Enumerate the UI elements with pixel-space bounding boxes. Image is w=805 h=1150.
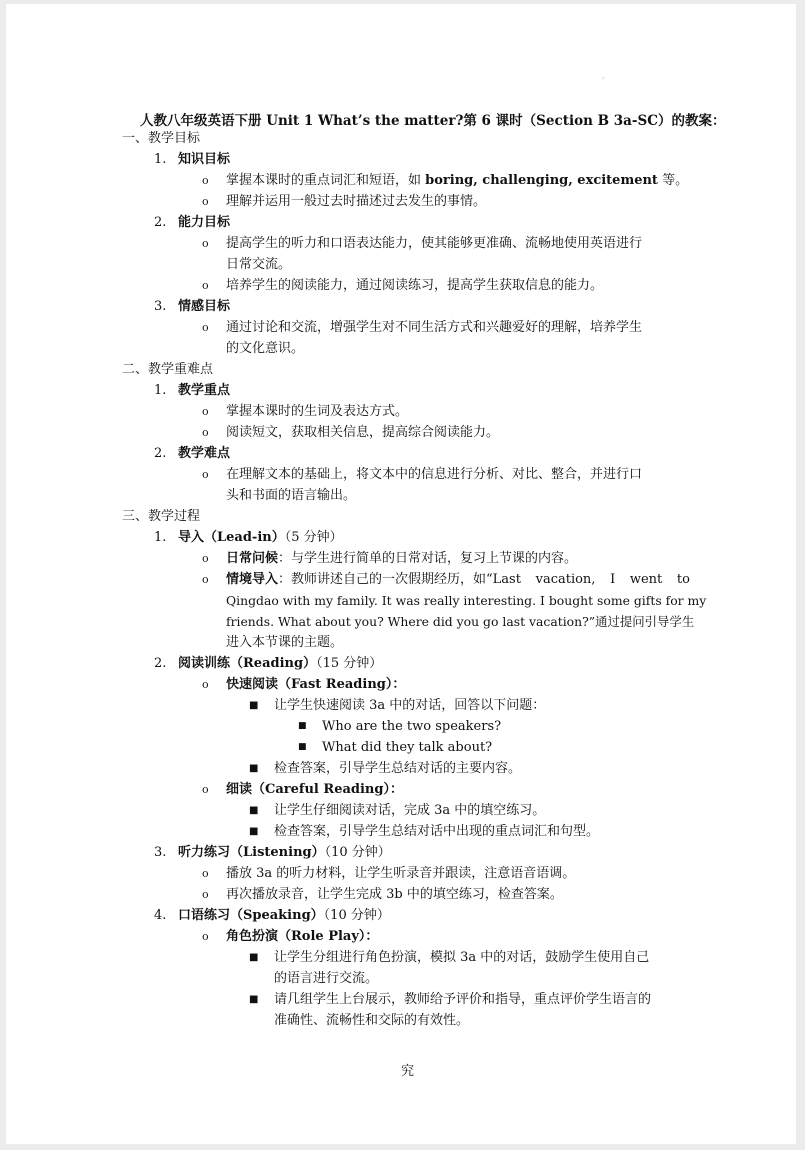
list-item-continuation [6,632,796,653]
list-number: 2. [154,215,167,230]
hollow-circle-bullet-icon: o [202,195,209,208]
square-bullet-icon: ■ [249,763,259,774]
list-item-continuation [6,485,796,506]
list-item-text: 检查答案，引导学生总结对话中出现的重点词汇和句型。 [274,824,600,839]
list-item [6,170,796,191]
list-item-text: 进入本节课的主题。 [226,635,344,650]
list-item-text: What did they talk about? [322,740,493,755]
subsection-title: 能力目标 [178,215,231,230]
subsection [6,842,796,863]
list-item-text: 在理解文本的基础上，将文本中的信息进行分析、对比、整合，并进行口 [226,467,643,482]
subsection-title: 阅读训练（Reading）（15 分钟） [178,656,383,671]
list-item [6,569,796,590]
document-title: 人教八年级英语下册 Unit 1 What’s the matter?第 6 课时（Section B 3a-SC）的教案： [140,113,726,129]
subsection [6,212,796,233]
list-item-text: 准确性、流畅性和交际的有效性。 [274,1013,470,1028]
list-number: 1. [154,152,167,167]
list-item-text: 播放 3a 的听力材料，让学生听录音并跟读，注意语音语调。 [226,866,576,881]
list-number: 3. [154,845,167,860]
hollow-circle-bullet-icon: o [202,279,209,292]
square-bullet-icon: ■ [249,805,259,816]
hollow-circle-bullet-icon: o [202,174,209,187]
hollow-circle-bullet-icon: o [202,783,209,796]
subsection [6,653,796,674]
list-item-text: 角色扮演（Role Play）： [226,929,379,944]
list-item [6,275,796,296]
subsection-title: 导入（Lead-in）（5 分钟） [178,530,343,545]
list-item-text: 请几组学生上台展示，教师给予评价和指导，重点评价学生语言的 [274,992,652,1007]
square-bullet-icon: ■ [249,952,259,963]
list-item-text: 提高学生的听力和口语表达能力，使其能够更准确、流畅地使用英语进行 [226,236,643,251]
hollow-circle-bullet-icon: o [202,888,209,901]
subsection-title: 听力练习（Listening）（10 分钟） [178,845,391,860]
list-item [6,758,796,779]
subsection [6,149,796,170]
hollow-circle-bullet-icon: o [202,930,209,943]
list-item-text: 掌握本课时的生词及表达方式。 [226,404,409,419]
list-number: 2. [154,656,167,671]
hollow-circle-bullet-icon: o [202,321,209,334]
subsection-title: 口语练习（Speaking）（10 分钟） [178,908,390,923]
square-bullet-icon: ■ [249,826,259,837]
subsection-title: 知识目标 [178,152,231,167]
page-footer: 究 [401,1064,415,1079]
subsection-title: 教学难点 [178,446,231,461]
list-item-text: 再次播放录音，让学生完成 3b 中的填空练习，检查答案。 [226,887,563,902]
list-item [6,779,796,800]
list-item-text: 培养学生的阅读能力，通过阅读练习，提高学生获取信息的能力。 [226,278,604,293]
list-item-text: 阅读短文，获取相关信息，提高综合阅读能力。 [226,425,500,440]
corner-mark: ' [602,76,605,85]
list-item [6,401,796,422]
list-item-text: 让学生分组进行角色扮演，模拟 3a 中的对话，鼓励学生使用自己 [274,950,650,965]
square-bullet-icon: ■ [249,700,259,711]
document-page [6,4,796,1144]
list-item-text: 检查答案，引导学生总结对话的主要内容。 [274,761,522,776]
list-item [6,884,796,905]
list-item [6,926,796,947]
section-heading: 一、教学目标 [122,131,201,146]
hollow-circle-bullet-icon: o [202,867,209,880]
list-item-continuation [6,1010,796,1031]
list-item [6,548,796,569]
list-item-continuation [6,254,796,275]
hollow-circle-bullet-icon: o [202,552,209,565]
square-bullet-icon: ■ [298,721,307,731]
list-item [6,233,796,254]
list-item [6,716,796,737]
list-item-text: Who are the two speakers? [322,719,502,734]
subsection [6,296,796,317]
subsection [6,905,796,926]
hollow-circle-bullet-icon: o [202,468,209,481]
section-heading: 二、教学重难点 [122,362,214,377]
list-item-text: 让学生仔细阅读对话，完成 3a 中的填空练习。 [274,803,546,818]
list-item [6,800,796,821]
list-item-continuation [6,338,796,359]
list-item [6,317,796,338]
square-bullet-icon: ■ [298,742,307,752]
list-item-continuation [6,590,796,611]
list-item-text: 细读（Careful Reading）： [226,782,403,797]
list-item [6,737,796,758]
list-item-text: 的文化意识。 [226,341,305,356]
subsection-title: 情感目标 [178,299,231,314]
list-item-continuation [6,611,796,632]
list-item-text: 让学生快速阅读 3a 中的对话，回答以下问题： [274,698,546,713]
list-item [6,422,796,443]
hollow-circle-bullet-icon: o [202,405,209,418]
list-number: 3. [154,299,167,314]
list-item-text: 掌握本课时的重点词汇和短语，如 boring, challenging, excitement 等。 [226,173,689,188]
list-item-text: 通过讨论和交流，增强学生对不同生活方式和兴趣爱好的理解，培养学生 [226,320,643,335]
list-item-text: 头和书面的语言输出。 [226,488,357,503]
list-item [6,695,796,716]
section-heading: 三、教学过程 [122,509,201,524]
document-body [6,128,796,1031]
list-item [6,863,796,884]
hollow-circle-bullet-icon: o [202,678,209,691]
list-number: 2. [154,446,167,461]
subsection [6,527,796,548]
list-number: 1. [154,530,167,545]
list-item [6,821,796,842]
hollow-circle-bullet-icon: o [202,237,209,250]
list-item [6,989,796,1010]
list-item-text: 理解并运用一般过去时描述过去发生的事情。 [226,194,487,209]
hollow-circle-bullet-icon: o [202,426,209,439]
list-item-text: 日常交流。 [226,257,292,272]
list-item [6,674,796,695]
list-number: 4. [154,908,167,923]
hollow-circle-bullet-icon: o [202,573,209,586]
list-item [6,947,796,968]
list-item-text: 日常问候：与学生进行简单的日常对话，复习上节课的内容。 [226,551,578,566]
subsection [6,380,796,401]
list-item-text: 的语言进行交流。 [274,971,379,986]
list-number: 1. [154,383,167,398]
list-item-text: 情境导入：教师讲述自己的一次假期经历，如“Last vacation, I went to [226,572,690,587]
list-item-text: Qingdao with my family. It was really interesting. I bought some gifts for my [226,593,707,608]
list-item-continuation [6,968,796,989]
list-item [6,464,796,485]
subsection-title: 教学重点 [178,383,231,398]
square-bullet-icon: ■ [249,994,259,1005]
list-item-text: 快速阅读（Fast Reading）： [226,677,406,692]
subsection [6,443,796,464]
list-item-text: friends. What about you? Where did you go last vacation?”通过提问引导学生 [226,614,695,629]
list-item [6,191,796,212]
